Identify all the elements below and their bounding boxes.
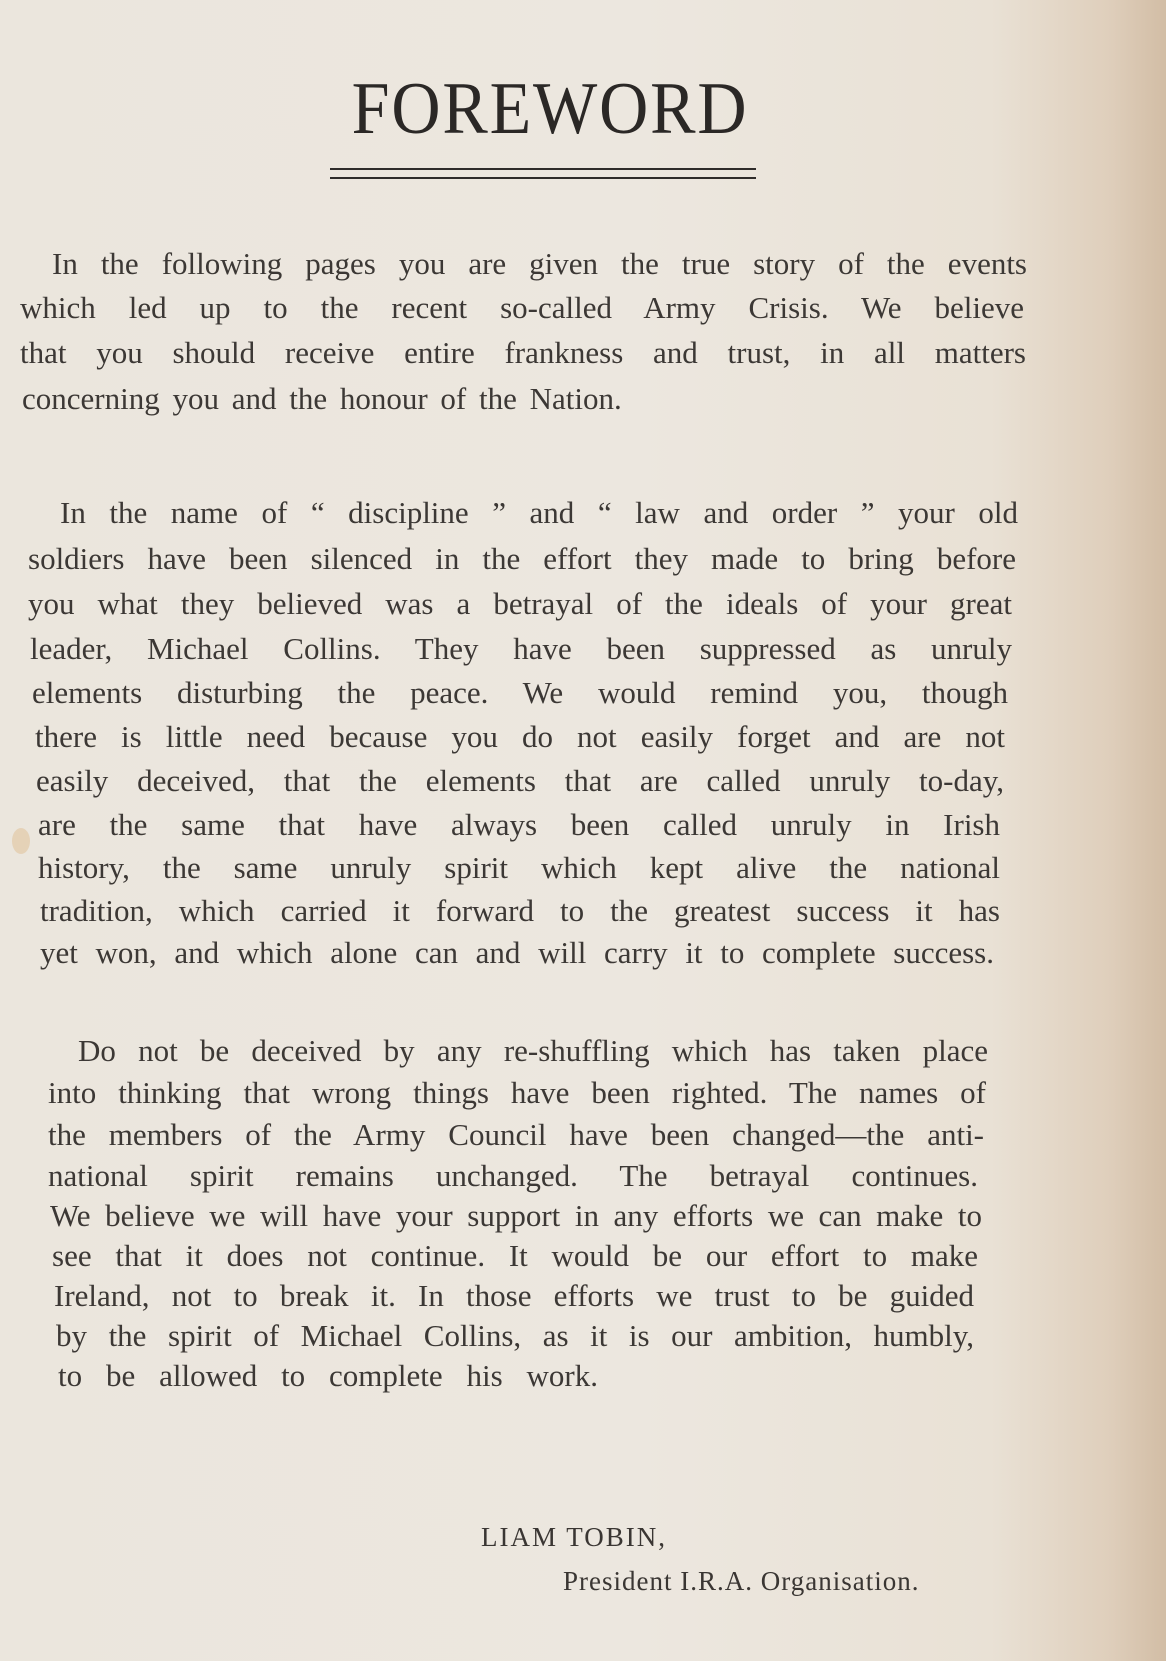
paragraph-line: that you should receive entire frankness and trust, in all matters [20, 337, 1026, 370]
paragraph-line: by the spirit of Michael Collins, as it is our ambition, humbly, [56, 1320, 974, 1353]
paragraph-line: In the name of “ discipline ” and “ law and order ” your old [60, 497, 1018, 530]
paragraph-line: elements disturbing the peace. We would remind you, though [32, 677, 1008, 710]
signature-name: LIAM TOBIN, [481, 1522, 668, 1552]
paragraph-line: which led up to the recent so-called Army Crisis. We believe [20, 292, 1024, 325]
title-double-rule-top [330, 168, 756, 170]
paragraph-line: Ireland, not to break it. In those efforts we trust to be guided [54, 1280, 974, 1313]
paragraph-line: In the following pages you are given the true story of the events [52, 248, 1027, 281]
paragraph-line: to be allowed to complete his work. [58, 1360, 598, 1393]
paper-stain [12, 828, 30, 854]
paragraph-line: the members of the Army Council have been changed—the anti- [48, 1119, 984, 1152]
paragraph-line: leader, Michael Collins. They have been suppressed as unruly [30, 633, 1012, 666]
paragraph-line: easily deceived, that the elements that are called unruly to-day, [36, 765, 1004, 798]
paragraph-line: yet won, and which alone can and will carry it to complete success. [40, 937, 994, 970]
paragraph-line: soldiers have been silenced in the effort they made to bring before [28, 543, 1016, 576]
paragraph-line: We believe we will have your support in any efforts we can make to [50, 1200, 982, 1233]
paragraph-line: into thinking that wrong things have been righted. The names of [48, 1077, 986, 1110]
paragraph-line: concerning you and the honour of the Nation. [22, 383, 622, 416]
signature-role: President I.R.A. Organisation. [563, 1566, 920, 1596]
page-title: FOREWORD [351, 68, 749, 150]
paragraph-line: tradition, which carried it forward to the greatest success it has [40, 895, 1000, 928]
paragraph-line: there is little need because you do not easily forget and are not [35, 721, 1005, 754]
paragraph-line: see that it does not continue. It would be our effort to make [52, 1240, 978, 1273]
paragraph-line: you what they believed was a betrayal of the ideals of your great [28, 588, 1012, 621]
paragraph-line: Do not be deceived by any re-shuffling which has taken place [78, 1035, 988, 1068]
paragraph-line: history, the same unruly spirit which kept alive the national [38, 852, 1000, 885]
paragraph-line: national spirit remains unchanged. The betrayal continues. [48, 1160, 978, 1193]
title-double-rule-bottom [330, 177, 756, 179]
paragraph-line: are the same that have always been called unruly in Irish [38, 809, 1000, 842]
